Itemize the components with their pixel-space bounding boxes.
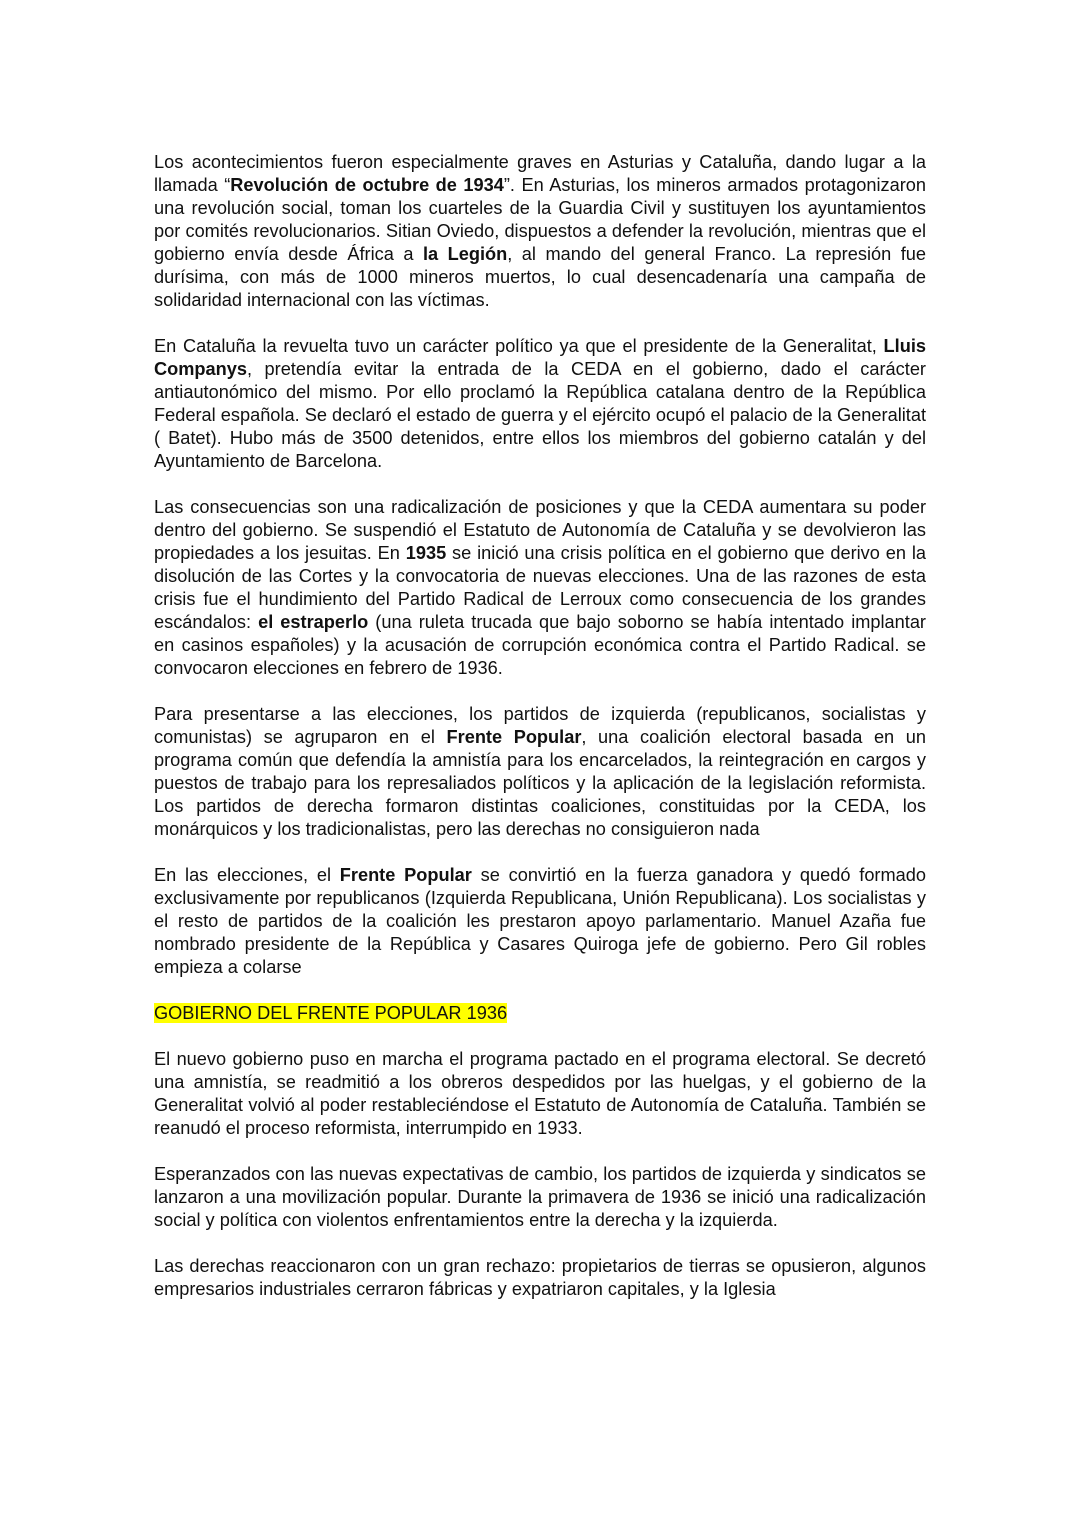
bold-run: Frente Popular: [339, 865, 472, 885]
paragraph-consecuencias: [154, 496, 926, 680]
bold-run: el estraperlo: [258, 612, 369, 632]
paragraph-asturias: [154, 151, 926, 312]
text-run: ”. En Asturias, los mineros armados protagonizaron una revolución social, toman los cuarteles de la Guardia Civil y sustituyen los ayuntamientos por comités revolucionarios. Sitian Oviedo, dispuestos a defender la revolución, mientras que el gobierno envía desde África a: [154, 175, 926, 264]
text-run: Las derechas reaccionaron con un gran rechazo: propietarios de tierras se opusieron, algunos empresarios industriales cerraron fábricas y expatriaron capitales, y la Iglesia: [154, 1256, 926, 1299]
text-run: se inició una crisis política en el gobierno que derivo en la disolución de las Cortes y la convocatoria de nuevas elecciones. Una de las razones de esta crisis fue el hundimiento del Partido Radical de Lerroux como consecuencia de los grandes escándalos:: [154, 543, 926, 632]
text-run: se convirtió en la fuerza ganadora y quedó formado exclusivamente por republicanos (Izquierda Republicana, Unión Republicana). Los socialistas y el resto de partidos de la coalición les prestaron apoyo parlamentario. Manuel Azaña fue nombrado presidente de la República y Casares Quiroga jefe de gobierno. Pero Gil robles empieza a colarse: [154, 865, 926, 977]
bold-run: Frente Popular: [446, 727, 582, 747]
text-run: En Cataluña la revuelta tuvo un carácter político ya que el presidente de la Generalitat,: [154, 336, 884, 356]
bold-run: 1935: [405, 543, 447, 563]
text-run: El nuevo gobierno puso en marcha el programa pactado en el programa electoral. Se decretó una amnistía, se readmitió a los obreros despedidos por las huelgas, y el gobierno de la Generalitat volvió al poder restableciéndose el Estatuto de Autonomía de Cataluña. También se reanudó el proceso reformista, interrumpido en 1933.: [154, 1049, 926, 1138]
section-heading: [154, 1002, 926, 1025]
highlighted-heading-text: GOBIERNO DEL FRENTE POPULAR 1936: [154, 1003, 508, 1023]
paragraph-cataluna: [154, 335, 926, 473]
text-run: , pretendía evitar la entrada de la CEDA en el gobierno, dado el carácter antiautonómico del mismo. Por ello proclamó la República catalana dentro de la República Federal española. Se declaró el estado de guerra y el ejército ocupó el palacio de la Generalitat ( Batet). Hubo más de 3500 detenidos, entre ellos los miembros del gobierno catalán y del Ayuntamiento de Barcelona.: [154, 359, 926, 471]
paragraph-frente-popular: [154, 703, 926, 841]
text-run: Las consecuencias son una radicalización de posiciones y que la CEDA aumentara su poder dentro del gobierno. Se suspendió el Estatuto de Autonomía de Cataluña y se devolvieron las propiedades a los jesuitas. En: [154, 497, 926, 563]
paragraph-movilizacion: [154, 1163, 926, 1232]
text-run: Esperanzados con las nuevas expectativas de cambio, los partidos de izquierda y sindicatos se lanzaron a una movilización popular. Durante la primavera de 1936 se inició una radicalización social y política con violentos enfrentamientos entre la derecha y la izquierda.: [154, 1164, 926, 1230]
text-run: , una coalición electoral basada en un programa común que defendía la amnistía para los encarcelados, la reintegración en cargos y puestos de trabajo para los represaliados políticos y la aplicación de la legislación reformista. Los partidos de derecha formaron distintas coaliciones, constituidas por la CEDA, los monárquicos y los tradicionalistas, pero las derechas no consiguieron nada: [154, 727, 926, 839]
paragraph-elecciones: [154, 864, 926, 979]
text-run: (una ruleta trucada que bajo soborno se había intentado implantar en casinos españoles) y la acusación de corrupción económica contra el Partido Radical. se convocaron elecciones en febrero de 1936.: [154, 612, 926, 678]
text-run: En las elecciones, el: [154, 865, 340, 885]
bold-run: Revolución de octubre de 1934: [230, 175, 504, 195]
bold-run: Lluis Companys: [154, 336, 926, 379]
document-page: [154, 151, 926, 1324]
paragraph-derechas: [154, 1255, 926, 1301]
text-run: Los acontecimientos fueron especialmente graves en Asturias y Cataluña, dando lugar a la llamada “: [154, 152, 926, 195]
paragraph-nuevo-gobierno: [154, 1048, 926, 1140]
bold-run: la Legión: [422, 244, 508, 264]
text-run: Para presentarse a las elecciones, los partidos de izquierda (republicanos, socialistas y comunistas) se agruparon en el: [154, 704, 926, 747]
text-run: , al mando del general Franco. La represión fue durísima, con más de 1000 mineros muertos, lo cual desencadenaría una campaña de solidaridad internacional con las víctimas.: [154, 244, 926, 310]
